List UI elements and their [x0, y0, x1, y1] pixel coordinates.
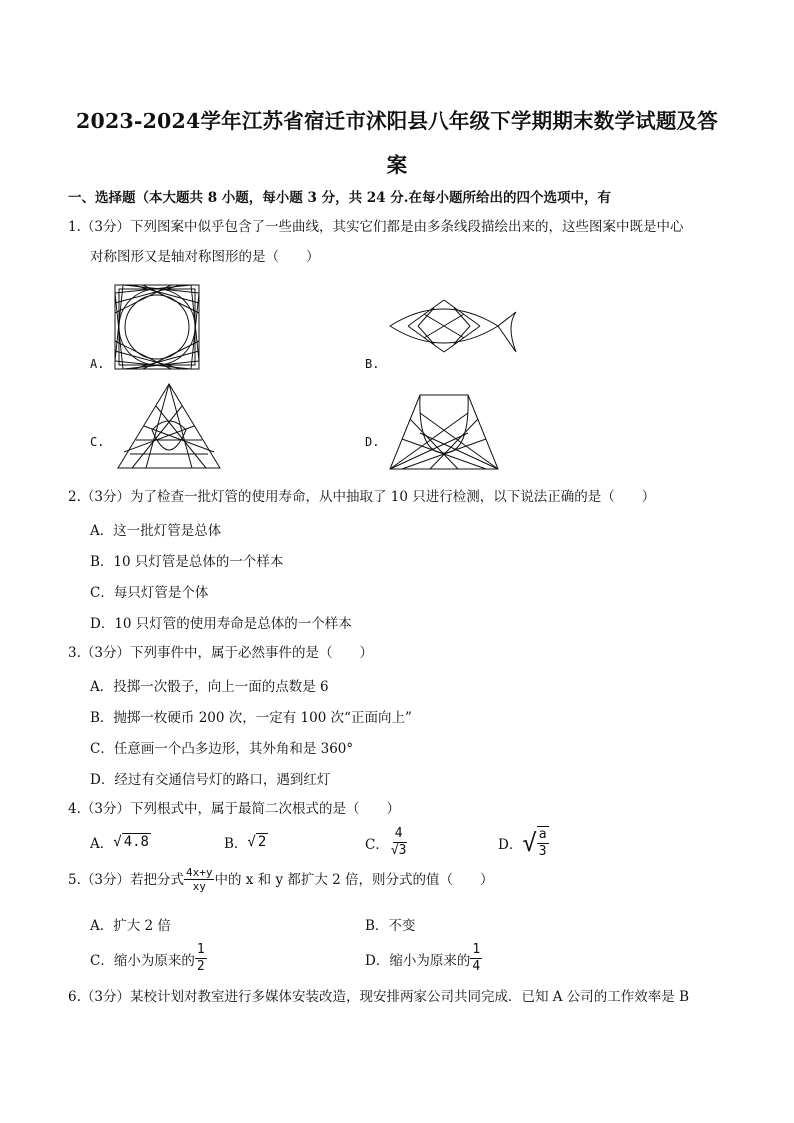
q6-stem: 6.（3分）某校计划对教室进行多媒体安装改造，现安排两家公司共同完成．已知 A 公司的工作效率是 B: [68, 989, 690, 1005]
q4-c-fraction: [389, 826, 409, 859]
section-heading: 一、选择题（本大题共 8 小题，每小题 3 分，共 24 分.在每小题所给出的四个选项中，有: [68, 190, 611, 206]
q5-c-numerator: 1: [196, 942, 205, 957]
q4-option-a: [90, 832, 151, 852]
q5-denominator: xy: [192, 880, 206, 893]
q3-stem: 3.（3分）下列事件中，属于必然事件的是（ ）: [68, 645, 373, 661]
q5-numerator: 4x+y: [185, 866, 213, 879]
q3-option-c: C．任意画一个凸多边形，其外角和是 360°: [90, 741, 354, 757]
figure-d-cup-string-art: [388, 393, 500, 471]
q5-stem-pre: 5.（3分）若把分式: [68, 871, 184, 888]
q4-stem: 4.（3分）下列根式中，属于最简二次根式的是（ ）: [68, 801, 400, 817]
q1-label-b: B.: [365, 357, 380, 371]
q4-d-denominator: 3: [538, 844, 547, 859]
q1-label-d: D.: [365, 435, 380, 449]
q5-d-denominator: 4: [472, 959, 481, 974]
q4-option-b: [224, 832, 268, 852]
page-title-cont: 案: [386, 153, 408, 177]
q4-b-radicand: 2: [257, 834, 267, 850]
page-title: 2023-2024学年江苏省宿迁市沭阳县八年级下学期期末数学试题及答: [76, 109, 718, 133]
sqrt-sign: √ 4.8: [113, 834, 149, 850]
q5-stem-post: 中的 x 和 y 都扩大 2 倍，则分式的值（ ）: [214, 871, 494, 888]
q3-option-a: A．投掷一次骰子，向上一面的点数是 6: [90, 679, 329, 695]
q1-label-a: A.: [90, 357, 105, 371]
q2-option-d: D．10 只灯管的使用寿命是总体的一个样本: [90, 616, 352, 632]
q2-stem: 2.（3分）为了检查一批灯管的使用寿命，从中抽取了 10 只进行检测，以下说法正确的是（ ）: [68, 489, 656, 505]
q4-option-d: [498, 826, 549, 860]
figure-b-fish-string-art: [388, 298, 520, 354]
q5-option-a: A．扩大 2 倍: [90, 918, 171, 934]
q5-option-d: [365, 942, 482, 975]
q4-d-label: D．: [498, 837, 523, 853]
sqrt-sign: √: [522, 829, 537, 857]
q4-b-label: B．: [224, 836, 248, 852]
q4-a-label: A．: [90, 836, 114, 852]
q5-d-text: D．缩小为原来的: [365, 952, 471, 969]
q5-c-fraction: [195, 942, 207, 975]
q5-fraction: [184, 866, 215, 893]
q4-d-numerator: a: [538, 827, 547, 842]
figure-a-square-string-art: [113, 283, 201, 371]
q4-c-radicand: 3: [398, 843, 407, 858]
q5-c-text: C．缩小为原来的: [90, 952, 195, 969]
q3-option-d: D．经过有交通信号灯的路口，遇到红灯: [90, 772, 331, 788]
q5-option-b: B．不变: [365, 918, 416, 934]
q5-c-denominator: 2: [196, 959, 205, 974]
q2-option-c: C．每只灯管是个体: [90, 585, 209, 601]
q5-d-numerator: 1: [472, 942, 481, 957]
q5-d-fraction: [470, 942, 482, 975]
q3-option-b: B．抛掷一枚硬币 200 次，一定有 100 次“正面向上”: [90, 710, 412, 726]
q1-label-c: C.: [90, 435, 105, 449]
q4-c-numerator: 4: [394, 826, 403, 841]
q4-a-radicand: 4.8: [123, 834, 149, 850]
q1-stem: 1.（3分）下列图案中似乎包含了一些曲线，其实它们都是由多条线段描绘出来的，这些图案中既是中心: [68, 219, 684, 235]
q5-option-c: [90, 942, 207, 975]
q4-c-denominator: √3: [390, 843, 407, 858]
q4-option-c: [365, 826, 409, 859]
q2-option-a: A．这一批灯管是总体: [90, 523, 222, 539]
figure-c-triangle-string-art: [116, 382, 222, 470]
q2-option-b: B．10 只灯管是总体的一个样本: [90, 554, 284, 570]
q4-d-fraction: [537, 826, 549, 860]
q4-c-label: C．: [365, 836, 389, 853]
q5-stem: [68, 866, 494, 893]
q1-stem-cont: 对称图形又是轴对称图形的是（ ）: [90, 249, 320, 265]
sqrt-sign: √ 2: [247, 834, 267, 850]
